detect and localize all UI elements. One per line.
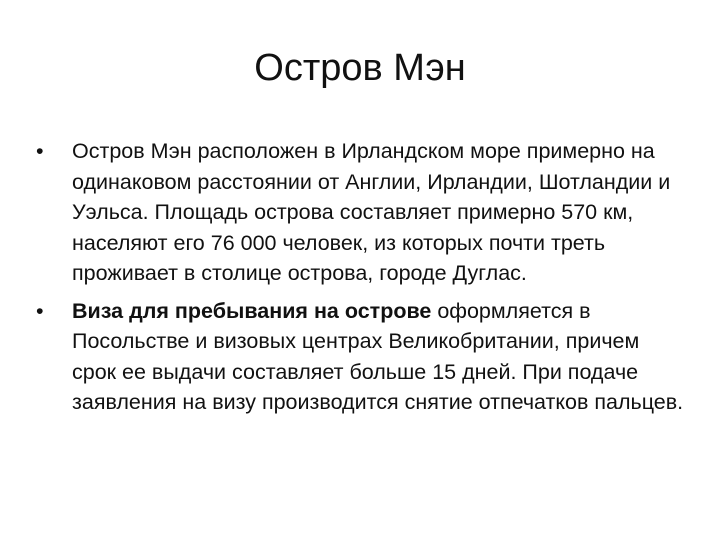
- bullet-item-location: [36, 136, 686, 289]
- bullet-dot-icon: •: [36, 139, 44, 163]
- bullet-dot-icon: •: [36, 298, 44, 323]
- slide-title: Остров Мэн: [254, 47, 466, 89]
- bullet-text: Остров Мэн расположен в Ирландском море примерно на одинаковом расстоянии от Англии, Ирландии, Шотландии и Уэльса. Площадь острова составляет примерно 570 км, населяют его 76 000 человек, из которых почти треть проживает в столице острова, городе Дуглас.: [72, 139, 671, 285]
- bullet-text: оформляется в Посольстве и визовых центрах Великобритании, причем срок ее выдачи составляет больше 15 дней. При подаче заявления на визу производится снятие отпечатков пальцев.: [72, 298, 684, 414]
- bullet-item-visa: [36, 296, 686, 418]
- bullet-bold-text: Виза для пребывания на острове: [72, 298, 432, 323]
- bullet-list: [36, 136, 686, 425]
